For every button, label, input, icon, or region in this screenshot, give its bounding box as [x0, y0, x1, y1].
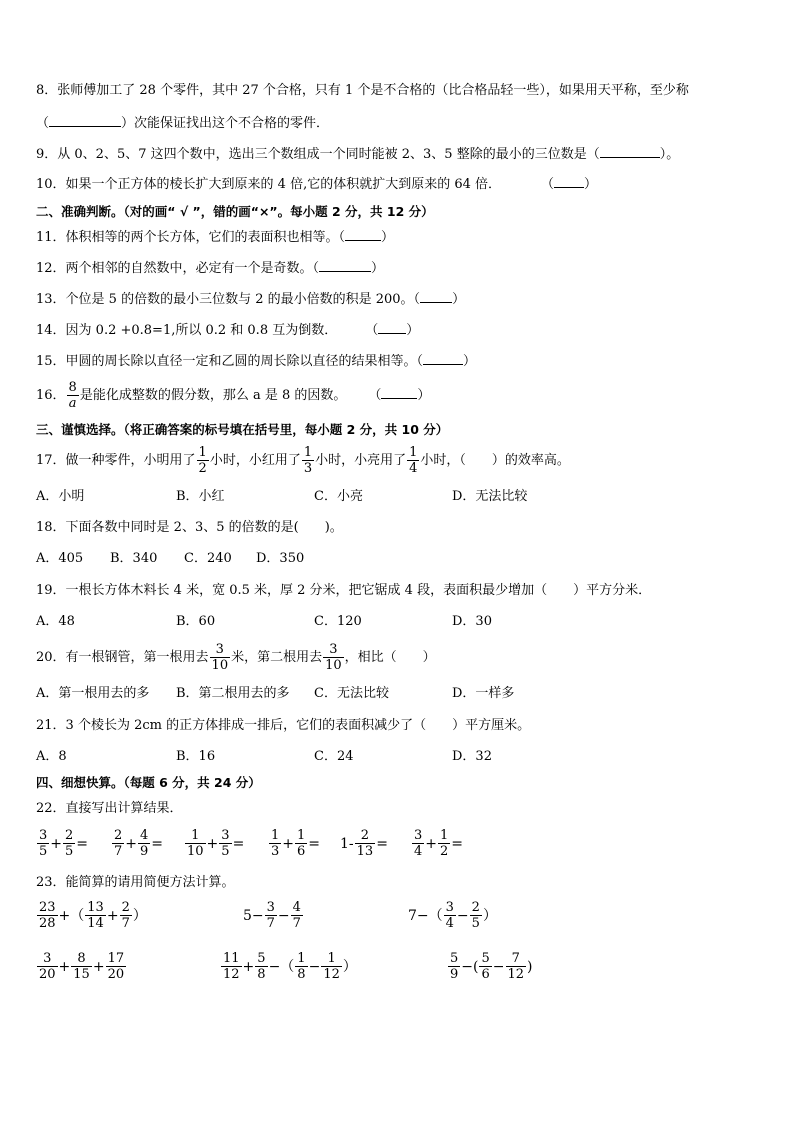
- calc-22-3: [184, 828, 244, 859]
- numerator: 4: [140, 828, 149, 843]
- operator: +: [206, 835, 219, 852]
- denominator: 7: [114, 844, 123, 859]
- option-21-d[interactable]: D．32: [452, 749, 492, 764]
- denominator: 10: [211, 658, 229, 673]
- operator: 1-: [340, 835, 354, 852]
- question-9-text: 9．从 0、2、5、7 这四个数中，选出三个数组成一个同时能被 2、3、5 整除的最小的三位数是（: [36, 147, 600, 162]
- option-17-a[interactable]: A．小明: [36, 489, 85, 504]
- numerator: 23: [39, 900, 56, 915]
- denominator: 28: [39, 916, 56, 931]
- numerator: 3: [39, 828, 48, 843]
- question-12-text: 12．两个相邻的自然数中，必定有一个是奇数。（: [36, 261, 320, 276]
- question-17: [36, 443, 570, 479]
- question-9: [36, 145, 679, 165]
- option-21-c[interactable]: C．24: [314, 749, 354, 764]
- numerator: 7: [511, 951, 520, 966]
- question-21: 21．3 个棱长为 2cm 的正方体排成一排后，它们的表面积减少了（ ）平方厘米。: [36, 718, 531, 733]
- question-8-line2: [36, 114, 329, 134]
- numerator: 5: [450, 951, 459, 966]
- question-18: 18．下面各数中同时是 2、3、5 的倍数的是( )。: [36, 520, 343, 535]
- operator: −（: [268, 958, 295, 975]
- denominator: 7: [292, 916, 301, 931]
- numerator: 5: [481, 951, 490, 966]
- numerator: 3: [329, 642, 338, 657]
- calc-23-4: [36, 951, 127, 982]
- numerator: 4: [292, 900, 301, 915]
- fraction: [407, 445, 419, 476]
- denominator: 12: [507, 967, 525, 982]
- denominator: 5: [65, 844, 74, 859]
- operator: +: [242, 958, 255, 975]
- answer-blank-9[interactable]: [600, 145, 660, 158]
- denominator: 3: [303, 461, 313, 476]
- paren-open: （: [36, 116, 50, 131]
- question-13-text: 13．个位是 5 的倍数的最小三位数与 2 的最小倍数的积是 200。（: [36, 292, 421, 307]
- paren-close: ）: [342, 958, 357, 975]
- answer-blank-11[interactable]: [345, 228, 381, 241]
- question-20-text: 米，第二根用去: [231, 650, 323, 665]
- denominator: 3: [271, 844, 280, 859]
- answer-blank-12[interactable]: [319, 259, 371, 272]
- denominator: 14: [87, 916, 104, 931]
- operator: +: [50, 835, 63, 852]
- question-17-text: 小时，小亮用了: [315, 453, 407, 468]
- paren-close: ）。: [659, 147, 680, 162]
- numerator: 8: [68, 380, 77, 395]
- denominator: 5: [221, 844, 230, 859]
- fraction: [302, 445, 314, 476]
- calc-23-1: [36, 900, 147, 931]
- denominator: 2: [198, 461, 207, 476]
- option-17-c[interactable]: C．小亮: [314, 489, 363, 504]
- denominator: 12: [223, 967, 240, 982]
- paren-close: ）: [482, 907, 497, 924]
- paren-close: ）: [417, 388, 431, 403]
- option-21-a[interactable]: A．8: [36, 749, 67, 764]
- option-19-c[interactable]: C．120: [314, 614, 362, 629]
- answer-blank-10[interactable]: [554, 175, 584, 188]
- operator: +: [106, 907, 119, 924]
- option-20-b[interactable]: B．第二根用去的多: [176, 686, 290, 701]
- numerator: 3: [445, 900, 454, 915]
- equals: =: [308, 835, 321, 852]
- numerator: 2: [114, 828, 123, 843]
- denominator: 6: [481, 967, 490, 982]
- question-14-text: 14．因为 0.2 +0.8=1,所以 0.2 和 0.8 互为倒数．: [36, 323, 338, 338]
- answer-blank-16[interactable]: [381, 386, 417, 399]
- denominator: 9: [450, 967, 459, 982]
- question-23-text: 23．能简算的请用简便方法计算。: [36, 875, 235, 890]
- paren-close: ）: [406, 323, 420, 338]
- numerator: 3: [266, 900, 275, 915]
- denominator: 20: [39, 967, 56, 982]
- fraction: [197, 445, 209, 476]
- paren-open: （: [368, 388, 382, 403]
- question-8-text: 8．张师傅加工了 28 个零件，其中 27 个合格，只有 1 个是不合格的（比合格品轻一些），如果用天平称，至少称: [36, 83, 689, 98]
- paren-close: ）: [371, 261, 385, 276]
- option-19-d[interactable]: D．30: [452, 614, 492, 629]
- option-17-b[interactable]: B．小红: [176, 489, 225, 504]
- option-19-b[interactable]: B．60: [176, 614, 216, 629]
- operator: +: [425, 835, 438, 852]
- question-16-text: 是能化成整数的假分数，那么 a 是 8 的因数。: [79, 388, 347, 403]
- operator: 5−: [243, 907, 264, 924]
- calc-23-6: [447, 951, 533, 982]
- paren-close: ）: [463, 354, 477, 369]
- question-20: [36, 640, 436, 676]
- question-11-text: 11．体积相等的两个长方体，它们的表面积也相等。（: [36, 230, 346, 245]
- paren-close: ）: [132, 907, 147, 924]
- question-20-text: ，相比（ ）: [344, 650, 436, 665]
- question-22-text: 22．直接写出计算结果．: [36, 801, 183, 816]
- denominator: 4: [445, 916, 454, 931]
- numerator: 2: [360, 828, 370, 843]
- denominator: 5: [39, 844, 48, 859]
- fraction: [323, 642, 344, 673]
- numerator: 5: [257, 951, 266, 966]
- question-15-text: 15．甲圆的周长除以直径一定和乙圆的周长除以直径的结果相等。（: [36, 354, 424, 369]
- denominator: 10: [187, 844, 204, 859]
- operator: −: [277, 907, 290, 924]
- fraction: [210, 642, 231, 673]
- answer-blank-14[interactable]: [378, 321, 406, 334]
- denominator: a: [68, 396, 77, 411]
- question-17-text: 17．做一种零件，小明用了: [36, 453, 196, 468]
- paren-close: ）: [381, 230, 395, 245]
- equals: =: [232, 835, 245, 852]
- equals: =: [151, 835, 164, 852]
- option-21-b[interactable]: B．16: [176, 749, 216, 764]
- numerator: 13: [87, 900, 104, 915]
- option-20-c[interactable]: C．无法比较: [314, 686, 389, 701]
- answer-blank-13[interactable]: [420, 290, 452, 303]
- paren-close: ): [527, 958, 533, 975]
- question-13: [36, 290, 465, 310]
- calc-23-2: [243, 900, 304, 931]
- operator: +: [125, 835, 138, 852]
- operator: −(: [461, 958, 479, 975]
- denominator: 6: [297, 844, 306, 859]
- operator: −: [308, 958, 321, 975]
- numerator: 2: [471, 900, 480, 915]
- option-20-d[interactable]: D．一样多: [452, 686, 515, 701]
- numerator: 17: [107, 951, 125, 966]
- denominator: 2: [440, 844, 449, 859]
- section-4-title: 四、细想快算。（每题 6 分，共 24 分）: [36, 775, 261, 790]
- calc-22-5: [340, 828, 388, 859]
- numerator: 1: [191, 828, 200, 843]
- option-18-a[interactable]: A．405: [36, 551, 84, 566]
- option-18-d[interactable]: D．350: [256, 551, 305, 566]
- numerator: 1: [297, 951, 306, 966]
- answer-blank-8[interactable]: [49, 114, 121, 127]
- denominator: 12: [323, 967, 340, 982]
- option-17-d[interactable]: D．无法比较: [452, 489, 528, 504]
- fraction-8-over-a: [67, 380, 79, 411]
- numerator: 1: [303, 445, 313, 460]
- numerator: 1: [327, 951, 336, 966]
- denominator: 13: [356, 844, 374, 859]
- calc-22-4: [268, 828, 320, 859]
- calc-23-3: [408, 900, 497, 931]
- paren-close: ）: [584, 177, 598, 192]
- answer-blank-15[interactable]: [423, 352, 463, 365]
- calc-22-2: [111, 828, 163, 859]
- question-20-text: 20．有一根钢管，第一根用去: [36, 650, 209, 665]
- numerator: 11: [223, 951, 240, 966]
- numerator: 3: [414, 828, 423, 843]
- calc-23-5: [220, 951, 357, 982]
- denominator: 8: [297, 967, 306, 982]
- question-16: [36, 379, 430, 413]
- question-11: [36, 228, 394, 248]
- question-15: [36, 352, 476, 372]
- question-19: 19．一根长方体木料长 4 米，宽 0.5 米，厚 2 分米，把它锯成 4 段，表面积最少增加（ ）平方分米．: [36, 583, 652, 598]
- option-18-c[interactable]: C．240: [184, 551, 232, 566]
- equals: =: [451, 835, 464, 852]
- option-20-a[interactable]: A．第一根用去的多: [36, 686, 150, 701]
- paren-open: （: [541, 177, 555, 192]
- numerator: 3: [215, 642, 224, 657]
- denominator: 4: [414, 844, 423, 859]
- question-12: [36, 259, 384, 279]
- question-17-text: 小时，小红用了: [209, 453, 301, 468]
- numerator: 3: [43, 951, 52, 966]
- denominator: 5: [471, 916, 480, 931]
- calc-22-1: [36, 828, 88, 859]
- operator: +: [58, 958, 71, 975]
- option-19-a[interactable]: A．48: [36, 614, 75, 629]
- operator: −: [456, 907, 469, 924]
- equals: =: [376, 835, 388, 852]
- question-16-number: 16．: [36, 388, 66, 403]
- denominator: 8: [257, 967, 266, 982]
- paren-close: ）: [452, 292, 466, 307]
- numerator: 1: [297, 828, 306, 843]
- calc-22-6: [411, 828, 463, 859]
- operator: −: [492, 958, 505, 975]
- numerator: 1: [271, 828, 280, 843]
- denominator: 9: [140, 844, 149, 859]
- section-2-title: 二、准确判断。（对的画“ √ ”，错的画“×”。每小题 2 分，共 12 分）: [36, 204, 434, 219]
- denominator: 15: [73, 967, 90, 982]
- paren-open: （: [365, 323, 379, 338]
- denominator: 20: [107, 967, 125, 982]
- question-8-text-end: ）次能保证找出这个不合格的零件．: [121, 116, 330, 131]
- denominator: 10: [325, 658, 342, 673]
- numerator: 1: [440, 828, 449, 843]
- question-17-text: 小时，（ ）的效率高。: [420, 453, 570, 468]
- operator: +: [282, 835, 295, 852]
- equals: =: [76, 835, 89, 852]
- numerator: 2: [121, 900, 130, 915]
- denominator: 4: [409, 461, 418, 476]
- question-10-text: 10．如果一个正方体的棱长扩大到原来的 4 倍,它的体积就扩大到原来的 64 倍．: [36, 177, 502, 192]
- option-18-b[interactable]: B．340: [110, 551, 158, 566]
- question-14: [36, 321, 419, 341]
- operator: +: [92, 958, 105, 975]
- numerator: 3: [221, 828, 230, 843]
- operator: +（: [58, 907, 85, 924]
- question-8-line1: [36, 81, 689, 101]
- numerator: 1: [198, 445, 207, 460]
- numerator: 2: [65, 828, 74, 843]
- section-3-title: 三、谨慎选择。（将正确答案的标号填在括号里，每小题 2 分，共 10 分）: [36, 422, 449, 437]
- denominator: 7: [266, 916, 275, 931]
- denominator: 7: [121, 916, 130, 931]
- operator: 7−（: [408, 907, 443, 924]
- question-10: [36, 175, 597, 195]
- numerator: 1: [409, 445, 418, 460]
- numerator: 8: [77, 951, 86, 966]
